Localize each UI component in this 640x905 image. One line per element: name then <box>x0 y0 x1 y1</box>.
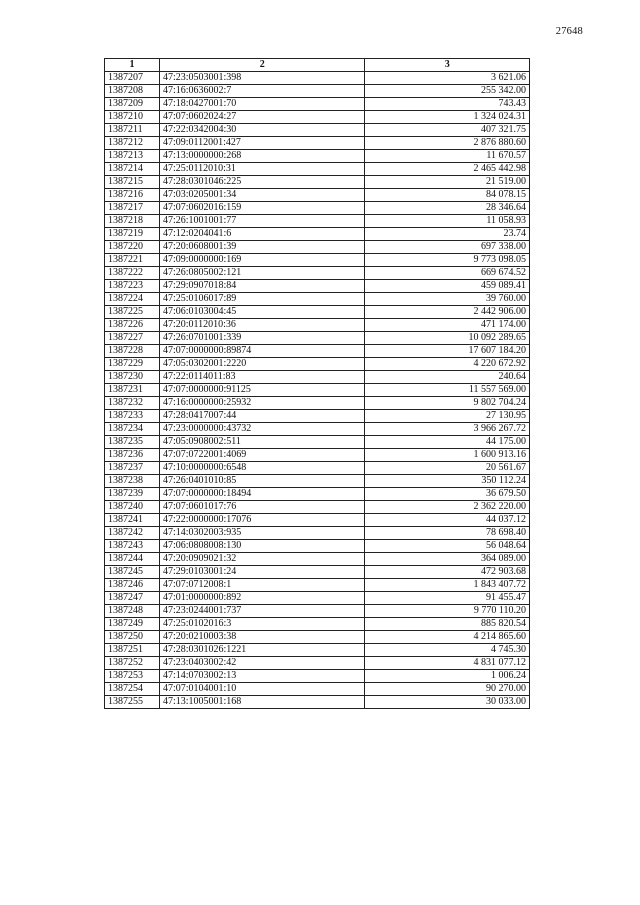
amount-cell: 10 092 289.65 <box>365 332 530 345</box>
cadastral-number-cell: 47:20:0112010:36 <box>159 319 365 332</box>
cadastral-number-cell: 47:14:0302003:935 <box>159 527 365 540</box>
row-id-cell: 1387227 <box>105 332 160 345</box>
cadastral-number-cell: 47:25:0102016:3 <box>159 618 365 631</box>
amount-cell: 669 674.52 <box>365 267 530 280</box>
row-id-cell: 1387214 <box>105 163 160 176</box>
table-row <box>105 124 530 137</box>
table-row <box>105 371 530 384</box>
amount-cell: 1 324 024.31 <box>365 111 530 124</box>
row-id-cell: 1387251 <box>105 644 160 657</box>
table-header-row <box>105 59 530 72</box>
amount-cell: 3 966 267.72 <box>365 423 530 436</box>
row-id-cell: 1387229 <box>105 358 160 371</box>
cadastral-number-cell: 47:07:0000000:91125 <box>159 384 365 397</box>
table-row <box>105 293 530 306</box>
cadastral-number-cell: 47:26:1001001:77 <box>159 215 365 228</box>
row-id-cell: 1387235 <box>105 436 160 449</box>
row-id-cell: 1387207 <box>105 72 160 85</box>
table-row <box>105 410 530 423</box>
cadastral-number-cell: 47:07:0722001:4069 <box>159 449 365 462</box>
amount-cell: 2 465 442.98 <box>365 163 530 176</box>
cadastral-number-cell: 47:18:0427001:70 <box>159 98 365 111</box>
amount-cell: 2 442 906.00 <box>365 306 530 319</box>
row-id-cell: 1387237 <box>105 462 160 475</box>
cadastral-number-cell: 47:23:0403002:42 <box>159 657 365 670</box>
amount-cell: 11 557 569.00 <box>365 384 530 397</box>
table-row <box>105 592 530 605</box>
row-id-cell: 1387245 <box>105 566 160 579</box>
table-row <box>105 72 530 85</box>
row-id-cell: 1387230 <box>105 371 160 384</box>
table-row <box>105 527 530 540</box>
amount-cell: 472 903.68 <box>365 566 530 579</box>
table-row <box>105 514 530 527</box>
row-id-cell: 1387254 <box>105 683 160 696</box>
table-row <box>105 332 530 345</box>
cadastral-number-cell: 47:07:0000000:18494 <box>159 488 365 501</box>
table-row <box>105 397 530 410</box>
row-id-cell: 1387249 <box>105 618 160 631</box>
amount-cell: 11 058.93 <box>365 215 530 228</box>
cadastral-number-cell: 47:16:0000000:25932 <box>159 397 365 410</box>
table-row <box>105 228 530 241</box>
cadastral-number-cell: 47:05:0908002:511 <box>159 436 365 449</box>
cadastral-number-cell: 47:09:0000000:169 <box>159 254 365 267</box>
row-id-cell: 1387228 <box>105 345 160 358</box>
amount-cell: 78 698.40 <box>365 527 530 540</box>
row-id-cell: 1387212 <box>105 137 160 150</box>
column-header-1: 1 <box>105 59 160 72</box>
cadastral-number-cell: 47:26:0805002:121 <box>159 267 365 280</box>
amount-cell: 23.74 <box>365 228 530 241</box>
table-row <box>105 163 530 176</box>
cadastral-number-cell: 47:09:0112001:427 <box>159 137 365 150</box>
amount-cell: 4 745.30 <box>365 644 530 657</box>
table-row <box>105 358 530 371</box>
amount-cell: 27 130.95 <box>365 410 530 423</box>
row-id-cell: 1387210 <box>105 111 160 124</box>
row-id-cell: 1387255 <box>105 696 160 709</box>
table-row <box>105 319 530 332</box>
row-id-cell: 1387221 <box>105 254 160 267</box>
cadastral-number-cell: 47:14:0703002:13 <box>159 670 365 683</box>
row-id-cell: 1387240 <box>105 501 160 514</box>
table-row <box>105 579 530 592</box>
column-header-3: 3 <box>365 59 530 72</box>
cadastral-number-cell: 47:29:0907018:84 <box>159 280 365 293</box>
amount-cell: 459 089.41 <box>365 280 530 293</box>
cadastral-number-cell: 47:25:0112010:31 <box>159 163 365 176</box>
table-row <box>105 501 530 514</box>
row-id-cell: 1387246 <box>105 579 160 592</box>
cadastral-number-cell: 47:13:1005001:168 <box>159 696 365 709</box>
cadastral-number-cell: 47:07:0602024:27 <box>159 111 365 124</box>
amount-cell: 17 607 184.20 <box>365 345 530 358</box>
row-id-cell: 1387250 <box>105 631 160 644</box>
amount-cell: 9 802 704.24 <box>365 397 530 410</box>
amount-cell: 240.64 <box>365 371 530 384</box>
page-number: 27648 <box>555 26 583 37</box>
cadastral-number-cell: 47:07:0000000:89874 <box>159 345 365 358</box>
amount-cell: 1 600 913.16 <box>365 449 530 462</box>
cadastral-number-cell: 47:23:0244001:737 <box>159 605 365 618</box>
row-id-cell: 1387231 <box>105 384 160 397</box>
row-id-cell: 1387248 <box>105 605 160 618</box>
amount-cell: 1 006.24 <box>365 670 530 683</box>
column-header-2: 2 <box>159 59 365 72</box>
cadastral-number-cell: 47:25:0106017:89 <box>159 293 365 306</box>
table-row <box>105 657 530 670</box>
row-id-cell: 1387222 <box>105 267 160 280</box>
amount-cell: 9 773 098.05 <box>365 254 530 267</box>
table-row <box>105 215 530 228</box>
amount-cell: 255 342.00 <box>365 85 530 98</box>
cadastral-number-cell: 47:05:0302001:2220 <box>159 358 365 371</box>
cadastral-number-cell: 47:03:0205001:34 <box>159 189 365 202</box>
cadastral-number-cell: 47:07:0712008:1 <box>159 579 365 592</box>
cadastral-number-cell: 47:20:0210003:38 <box>159 631 365 644</box>
cadastral-number-cell: 47:20:0608001:39 <box>159 241 365 254</box>
row-id-cell: 1387243 <box>105 540 160 553</box>
cadastral-number-cell: 47:16:0636002:7 <box>159 85 365 98</box>
amount-cell: 4 214 865.60 <box>365 631 530 644</box>
row-id-cell: 1387223 <box>105 280 160 293</box>
row-id-cell: 1387217 <box>105 202 160 215</box>
amount-cell: 90 270.00 <box>365 683 530 696</box>
table-row <box>105 384 530 397</box>
table-row <box>105 631 530 644</box>
table-row <box>105 696 530 709</box>
cadastral-number-cell: 47:23:0503001:398 <box>159 72 365 85</box>
table-row <box>105 605 530 618</box>
cadastral-number-cell: 47:22:0000000:17076 <box>159 514 365 527</box>
table-row <box>105 475 530 488</box>
row-id-cell: 1387238 <box>105 475 160 488</box>
cadastral-number-cell: 47:28:0301046:225 <box>159 176 365 189</box>
cadastral-number-cell: 47:28:0417007:44 <box>159 410 365 423</box>
row-id-cell: 1387220 <box>105 241 160 254</box>
amount-cell: 471 174.00 <box>365 319 530 332</box>
row-id-cell: 1387218 <box>105 215 160 228</box>
table-row <box>105 618 530 631</box>
table-row <box>105 462 530 475</box>
amount-cell: 364 089.00 <box>365 553 530 566</box>
row-id-cell: 1387239 <box>105 488 160 501</box>
table-row <box>105 553 530 566</box>
amount-cell: 4 220 672.92 <box>365 358 530 371</box>
cadastral-number-cell: 47:07:0104001:10 <box>159 683 365 696</box>
table-row <box>105 423 530 436</box>
table-row <box>105 345 530 358</box>
row-id-cell: 1387208 <box>105 85 160 98</box>
amount-cell: 11 670.57 <box>365 150 530 163</box>
table-body <box>105 72 530 709</box>
table-row <box>105 644 530 657</box>
table-row <box>105 150 530 163</box>
table-row <box>105 683 530 696</box>
cadastral-number-cell: 47:10:0000000:6548 <box>159 462 365 475</box>
row-id-cell: 1387232 <box>105 397 160 410</box>
row-id-cell: 1387215 <box>105 176 160 189</box>
row-id-cell: 1387219 <box>105 228 160 241</box>
amount-cell: 9 770 110.20 <box>365 605 530 618</box>
amount-cell: 885 820.54 <box>365 618 530 631</box>
table-row <box>105 254 530 267</box>
data-table <box>104 58 530 709</box>
table-row <box>105 280 530 293</box>
amount-cell: 84 078.15 <box>365 189 530 202</box>
table-row <box>105 137 530 150</box>
row-id-cell: 1387253 <box>105 670 160 683</box>
row-id-cell: 1387225 <box>105 306 160 319</box>
table-row <box>105 98 530 111</box>
table-row <box>105 306 530 319</box>
row-id-cell: 1387233 <box>105 410 160 423</box>
amount-cell: 1 843 407.72 <box>365 579 530 592</box>
table-row <box>105 488 530 501</box>
amount-cell: 20 561.67 <box>365 462 530 475</box>
table-row <box>105 436 530 449</box>
amount-cell: 44 037.12 <box>365 514 530 527</box>
cadastral-number-cell: 47:01:0000000:892 <box>159 592 365 605</box>
table-row <box>105 241 530 254</box>
amount-cell: 2 876 880.60 <box>365 137 530 150</box>
amount-cell: 350 112.24 <box>365 475 530 488</box>
row-id-cell: 1387241 <box>105 514 160 527</box>
table-row <box>105 176 530 189</box>
table-row <box>105 85 530 98</box>
cadastral-number-cell: 47:23:0000000:43732 <box>159 423 365 436</box>
amount-cell: 56 048.64 <box>365 540 530 553</box>
amount-cell: 697 338.00 <box>365 241 530 254</box>
table-row <box>105 202 530 215</box>
cadastral-number-cell: 47:12:0204041:6 <box>159 228 365 241</box>
amount-cell: 2 362 220.00 <box>365 501 530 514</box>
row-id-cell: 1387224 <box>105 293 160 306</box>
table-row <box>105 267 530 280</box>
cadastral-number-cell: 47:26:0701001:339 <box>159 332 365 345</box>
amount-cell: 30 033.00 <box>365 696 530 709</box>
table-row <box>105 189 530 202</box>
row-id-cell: 1387242 <box>105 527 160 540</box>
row-id-cell: 1387234 <box>105 423 160 436</box>
amount-cell: 91 455.47 <box>365 592 530 605</box>
row-id-cell: 1387213 <box>105 150 160 163</box>
table-row <box>105 449 530 462</box>
row-id-cell: 1387216 <box>105 189 160 202</box>
cadastral-number-cell: 47:06:0808008:130 <box>159 540 365 553</box>
amount-cell: 39 760.00 <box>365 293 530 306</box>
cadastral-number-cell: 47:28:0301026:1221 <box>159 644 365 657</box>
amount-cell: 36 679.50 <box>365 488 530 501</box>
row-id-cell: 1387209 <box>105 98 160 111</box>
row-id-cell: 1387244 <box>105 553 160 566</box>
cadastral-number-cell: 47:22:0114011:83 <box>159 371 365 384</box>
amount-cell: 407 321.75 <box>365 124 530 137</box>
row-id-cell: 1387252 <box>105 657 160 670</box>
amount-cell: 4 831 077.12 <box>365 657 530 670</box>
amount-cell: 44 175.00 <box>365 436 530 449</box>
cadastral-number-cell: 47:26:0401010:85 <box>159 475 365 488</box>
table-row <box>105 540 530 553</box>
amount-cell: 3 621.06 <box>365 72 530 85</box>
amount-cell: 21 519.00 <box>365 176 530 189</box>
row-id-cell: 1387247 <box>105 592 160 605</box>
cadastral-number-cell: 47:29:0103001:24 <box>159 566 365 579</box>
cadastral-number-cell: 47:22:0342004:30 <box>159 124 365 137</box>
cadastral-number-cell: 47:07:0601017:76 <box>159 501 365 514</box>
table-row <box>105 670 530 683</box>
row-id-cell: 1387211 <box>105 124 160 137</box>
cadastral-number-cell: 47:20:0909021:32 <box>159 553 365 566</box>
table-row <box>105 566 530 579</box>
row-id-cell: 1387226 <box>105 319 160 332</box>
amount-cell: 743.43 <box>365 98 530 111</box>
cadastral-number-cell: 47:06:0103004:45 <box>159 306 365 319</box>
row-id-cell: 1387236 <box>105 449 160 462</box>
cadastral-number-cell: 47:13:0000000:268 <box>159 150 365 163</box>
cadastral-number-cell: 47:07:0602016:159 <box>159 202 365 215</box>
table-row <box>105 111 530 124</box>
amount-cell: 28 346.64 <box>365 202 530 215</box>
